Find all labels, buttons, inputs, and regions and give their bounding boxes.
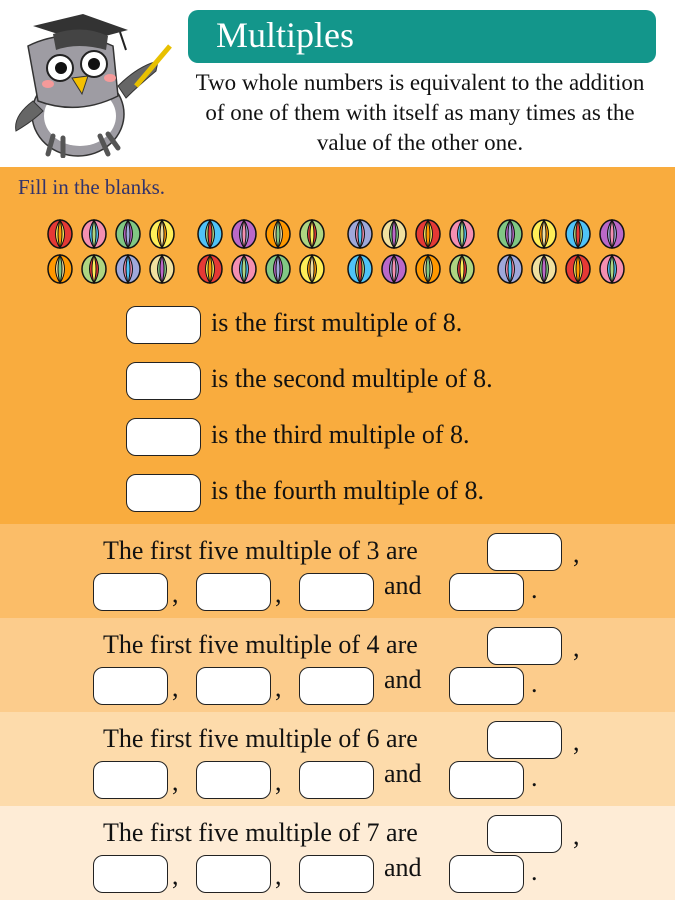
ball-icon (115, 254, 141, 284)
answer-box[interactable] (196, 667, 271, 705)
comma: , (275, 673, 282, 702)
answer-box[interactable] (299, 855, 374, 893)
answer-box[interactable] (449, 573, 524, 611)
instruction-text: Fill in the blanks. (18, 175, 165, 199)
ball-icon (47, 254, 73, 284)
ball-icon (149, 254, 175, 284)
answer-box[interactable] (196, 573, 271, 611)
period: . (531, 857, 538, 886)
comma: , (172, 673, 179, 702)
ball-icon (565, 254, 591, 284)
ball-icon (47, 219, 73, 249)
answer-box[interactable] (449, 761, 524, 799)
owl-mascot-icon (8, 6, 178, 158)
ball-icon (381, 254, 407, 284)
comma: , (275, 579, 282, 608)
five-multiples-prompt: The first five multiple of 3 are (103, 536, 418, 565)
ball-icon (599, 219, 625, 249)
and-text: and (384, 571, 422, 600)
five-multiples-prompt: The first five multiple of 7 are (103, 818, 418, 847)
answer-box[interactable] (126, 474, 201, 512)
answer-box[interactable] (487, 533, 562, 571)
answer-box[interactable] (487, 815, 562, 853)
answer-box[interactable] (487, 627, 562, 665)
answer-box[interactable] (93, 761, 168, 799)
multiple-of-8-text: is the fourth multiple of 8. (211, 476, 484, 505)
period: . (531, 669, 538, 698)
ball-icon (531, 219, 557, 249)
comma: , (275, 767, 282, 796)
comma: , (573, 633, 580, 662)
answer-box[interactable] (126, 306, 201, 344)
ball-icon (265, 219, 291, 249)
multiple-of-8-text: is the third multiple of 8. (211, 420, 470, 449)
ball-icon (449, 219, 475, 249)
ball-icon (497, 219, 523, 249)
comma: , (573, 727, 580, 756)
period: . (531, 763, 538, 792)
five-multiples-prompt: The first five multiple of 4 are (103, 630, 418, 659)
ball-icon (497, 254, 523, 284)
ball-icon (599, 254, 625, 284)
ball-icon (565, 219, 591, 249)
and-text: and (384, 759, 422, 788)
answer-box[interactable] (93, 667, 168, 705)
answer-box[interactable] (196, 855, 271, 893)
answer-box[interactable] (487, 721, 562, 759)
comma: , (573, 539, 580, 568)
comma: , (275, 861, 282, 890)
ball-icon (231, 219, 257, 249)
answer-box[interactable] (126, 418, 201, 456)
comma: , (172, 579, 179, 608)
ball-icon (265, 254, 291, 284)
ball-icon (347, 219, 373, 249)
answer-box[interactable] (299, 573, 374, 611)
ball-icon (81, 254, 107, 284)
ball-icon (381, 219, 407, 249)
page-title: Multiples (216, 15, 355, 55)
answer-box[interactable] (196, 761, 271, 799)
and-text: and (384, 853, 422, 882)
multiple-of-8-text: is the first multiple of 8. (211, 308, 463, 337)
comma: , (573, 821, 580, 850)
answer-box[interactable] (449, 667, 524, 705)
answer-box[interactable] (299, 761, 374, 799)
ball-icon (299, 219, 325, 249)
ball-icon (81, 219, 107, 249)
answer-box[interactable] (126, 362, 201, 400)
ball-icon (197, 254, 223, 284)
multiple-of-8-text: is the second multiple of 8. (211, 364, 493, 393)
ball-icon (415, 254, 441, 284)
ball-icon (231, 254, 257, 284)
ball-icon (415, 219, 441, 249)
five-multiples-prompt: The first five multiple of 6 are (103, 724, 418, 753)
comma: , (172, 767, 179, 796)
and-text: and (384, 665, 422, 694)
comma: , (172, 861, 179, 890)
period: . (531, 575, 538, 604)
answer-box[interactable] (449, 855, 524, 893)
ball-icon (149, 219, 175, 249)
ball-icon (197, 219, 223, 249)
answer-box[interactable] (93, 573, 168, 611)
ball-icon (347, 254, 373, 284)
answer-box[interactable] (299, 667, 374, 705)
ball-icon (115, 219, 141, 249)
ball-icon (531, 254, 557, 284)
definition-text: Two whole numbers is equivalent to the addition of one of them with itself as many times as the value of the other one. (195, 70, 645, 155)
ball-icon (449, 254, 475, 284)
ball-icon (299, 254, 325, 284)
answer-box[interactable] (93, 855, 168, 893)
